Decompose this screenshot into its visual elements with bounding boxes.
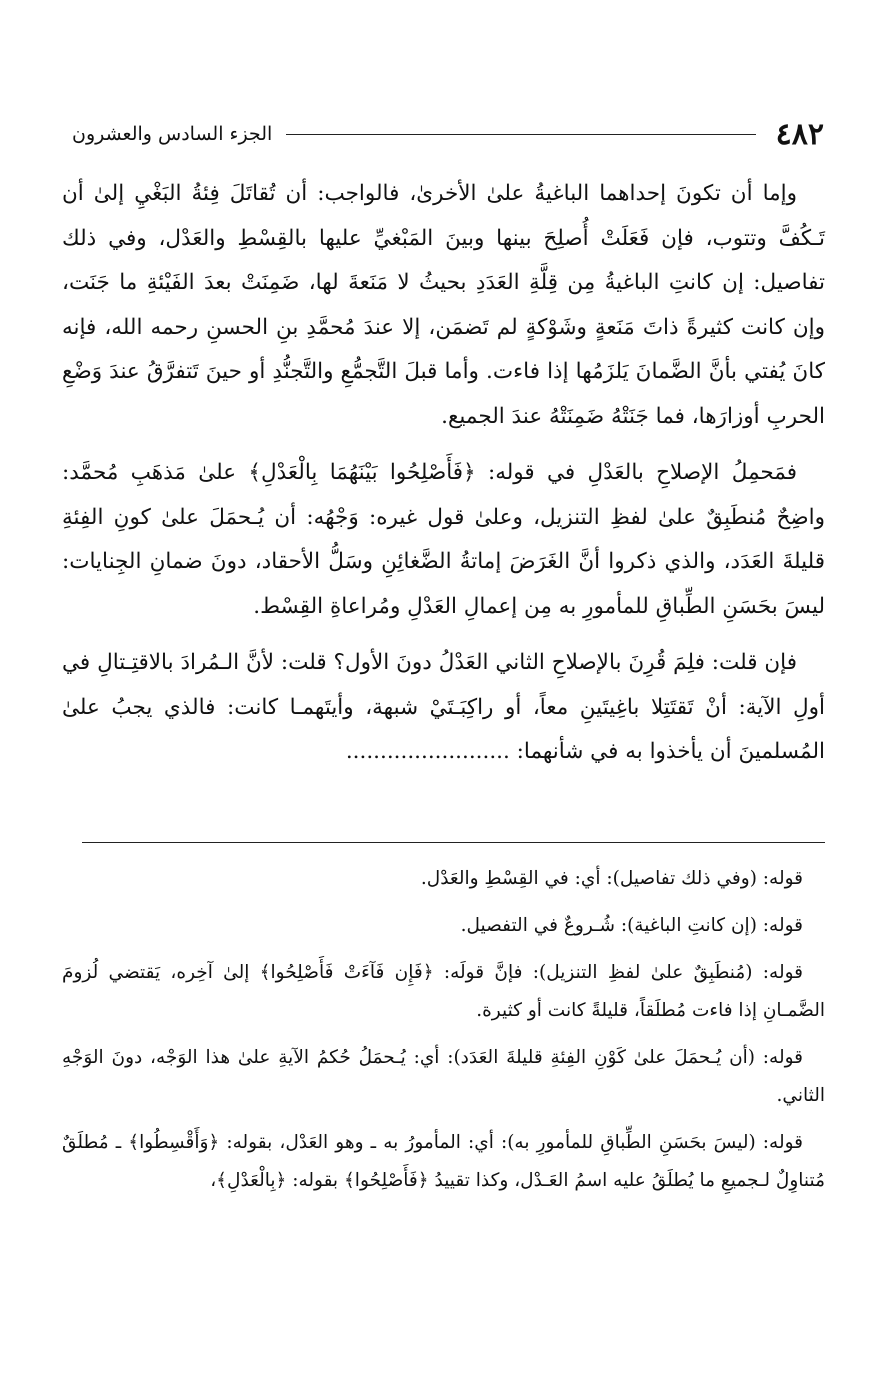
running-title: الجزء السادس والعشرون — [72, 123, 273, 145]
main-text — [62, 172, 825, 787]
commentary-notes — [62, 860, 825, 1209]
commentary-note: قوله: (أن يُـحمَلَ علىٰ كَوْنِ الفِئةِ قليلةَ العَدَد): أي: يُـحمَلُ حُكمُ الآيةِ علىٰ هذا الوَجْه، دونَ الوَجْهِ الثاني. — [62, 1047, 825, 1106]
page-header — [72, 112, 824, 156]
commentary-note: قوله: (ليسَ بحَسَنِ الطِّباقِ للمأمورِ به): أي: المأمورُ به ـ وهو العَدْل، بقوله: ﴿وَأَقْسِطُوا﴾ ـ مُطلَقٌ مُتناوِلٌ لـجميعِ ما يُطلَقُ عليه اسمُ العَـدْل، وكذا تقييدُ ﴿فَأَصْلِحُوا﴾ بقوله: ﴿بِالْعَدْلِ﴾، — [62, 1132, 825, 1191]
main-paragraph: فمَحمِلُ الإصلاحِ بالعَدْلِ في قوله: ﴿فَأَصْلِحُوا بَيْنَهُمَا بِالْعَدْلِ﴾ علىٰ مَذهَبِ مُحمَّد: واضِحٌ مُنطَبِقٌ علىٰ لفظِ التنزيل، وعلىٰ قول غيره: وَجْهُه: أن يُـحمَلَ علىٰ كونِ الفِئةِ قليلةَ العَدَد، والذي ذكروا أنَّ الغَرَضَ إماتةُ الضَّغائِنِ وسَلُّ الأحقاد، دونَ ضمانِ الجِنايات: ليسَ بحَسَنِ الطِّباقِ للمأمورِ به مِن إعمالِ العَدْلِ ومُراعاةِ القِسْط. — [62, 460, 825, 619]
commentary-note: قوله: (إن كانتِ الباغية): شُـروعٌ في التفصيل. — [460, 915, 803, 936]
footnote-divider — [82, 842, 825, 843]
page-number: ٤٨٢ — [775, 116, 824, 152]
commentary-note: قوله: (وفي ذلك تفاصيل): أي: في القِسْطِ والعَدْل. — [420, 868, 803, 889]
main-paragraph: وإما أن تكونَ إحداهما الباغيةُ علىٰ الأخرىٰ، فالواجب: أن تُقاتَلَ فِئةُ البَغْيِ إلىٰ أن تَـكُفَّ وتتوب، فإن فَعَلَتْ أُصلِحَ بينها وبينَ المَبْغيِّ عليها بالقِسْطِ والعَدْل، وفي ذلك تفاصيل: إن كانتِ الباغيةُ مِن قِلَّةِ العَدَدِ بحيثُ لا مَنَعةَ لها، ضَمِنَتْ بعدَ الفَيْئةِ ما جَنَت، وإن كانت كثيرةً ذاتَ مَنَعةٍ وشَوْكةٍ لم تَضمَن، إلا عندَ مُحمَّدِ بنِ الحسنِ رحمه الله، فإنه كانَ يُفتي بأنَّ الضَّمانَ يَلزَمُها إذا فاءت. وأما قبلَ التَّجمُّعِ والتَّجنُّدِ أو حينَ تَتفرَّقُ عندَ وَضْعِ الحربِ أوزارَها، فما جَنَتْهُ ضَمِنَتْهُ عندَ الجميع. — [62, 181, 825, 429]
commentary-note: قوله: (مُنطَبِقٌ علىٰ لفظِ التنزيل): فإنَّ قولَه: ﴿فَإِن فَآءَتْ فَأَصْلِحُوا﴾ إلىٰ آخِره، يَقتضي لُزومَ الضَّمـانِ إذا فاءت مُطلَقاً، قليلةً كانت أو كثيرة. — [62, 962, 825, 1021]
main-paragraph: فإن قلت: فلِمَ قُرِنَ بالإصلاحِ الثاني العَدْلُ دونَ الأول؟ قلت: لأنَّ الـمُرادَ بالاقتِـتالِ في أولِ الآية: أنْ تَقتَتِلا باغِيتَينِ معاً، أو راكِبَـتَيْ شبهة، وأيتَهمـا كانت: فالذي يجبُ علىٰ المُسلمينَ أن يأخذوا به في شأنهما: ........................ — [62, 650, 825, 764]
header-rule — [286, 134, 755, 135]
